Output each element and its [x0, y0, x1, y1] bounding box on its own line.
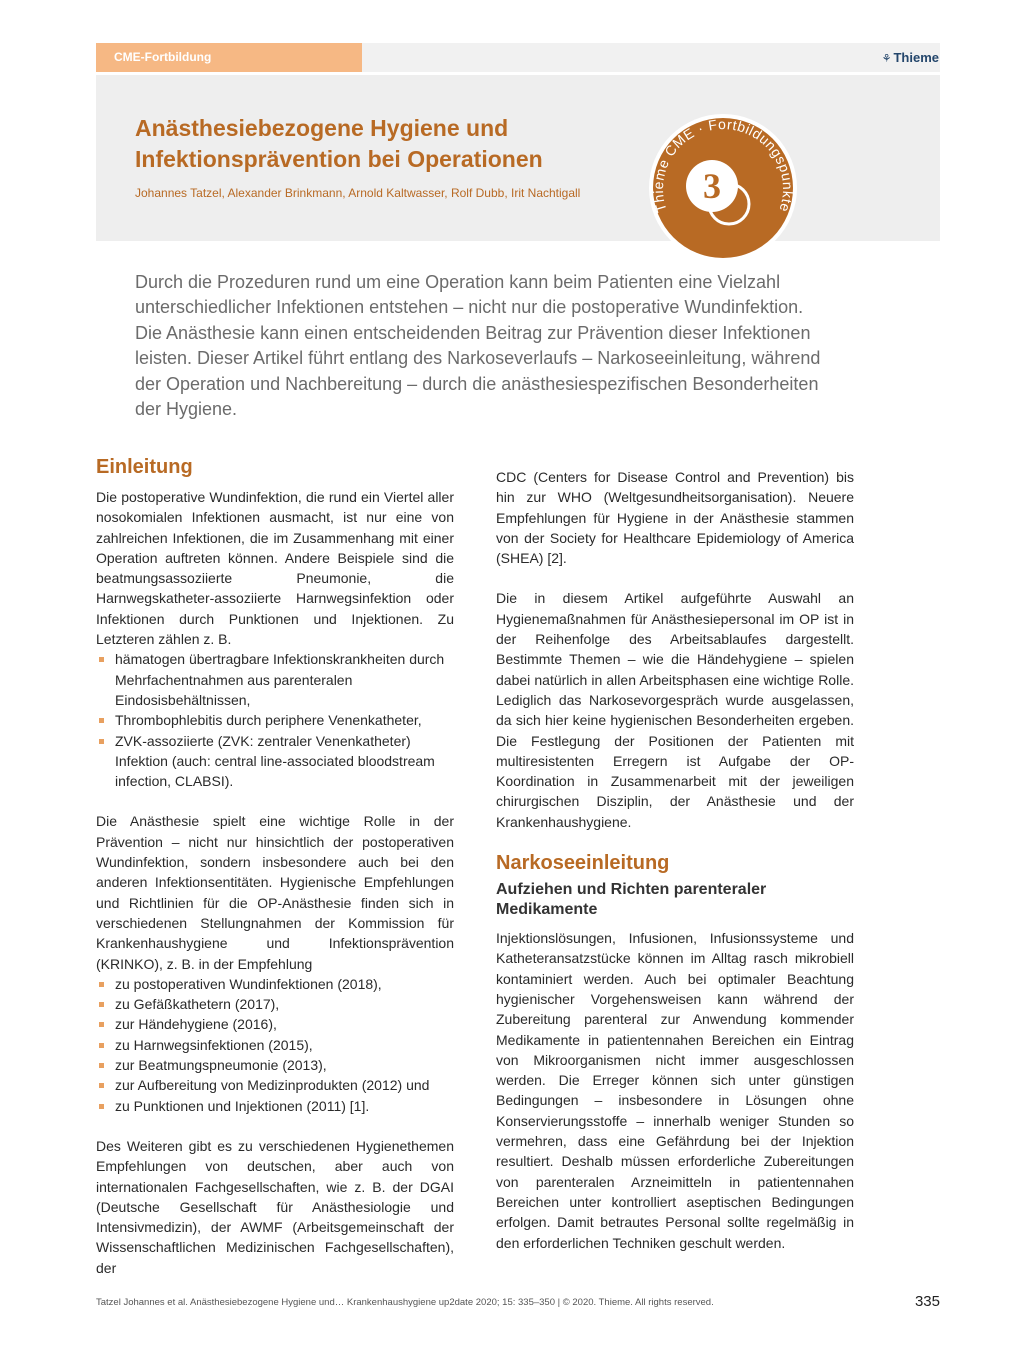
- badge-ring-textpath: Thieme CME · Fortbildungspunkte: [649, 115, 797, 215]
- badge-points: 3: [703, 166, 721, 206]
- list-item: Thrombophlebitis durch periphere Venenkatheter,: [96, 710, 454, 730]
- list-item: zur Beatmungspneumonie (2013),: [96, 1055, 454, 1075]
- left-column: [96, 454, 454, 1278]
- krinko-recommendations-list: [96, 974, 454, 1116]
- publisher-logo[interactable]: [882, 43, 939, 72]
- paragraph: Die Anästhesie spielt eine wichtige Rolle in der Prävention – nicht nur hinsichtlich der postoperativen Wundinfektion, sondern insbesondere auch bei den anderen Infektionsentitäten. Hygienische Empfehlungen und Richtlinien für die OP-Anästhesie finden sich in verschiedenen Stellungnahmen der Kommission für Krankenhaushygiene und Infektionsprävention (KRINKO), z. B. in der Empfehlung: [96, 813, 454, 972]
- list-item: zur Aufbereitung von Medizinprodukten (2012) und: [96, 1075, 454, 1095]
- list-item: zu Harnwegsinfektionen (2015),: [96, 1035, 454, 1055]
- list-item: zu postoperativen Wundinfektionen (2018),: [96, 974, 454, 994]
- list-item: ZVK-assoziierte (ZVK: zentraler Venenkatheter) Infektion (auch: central line-associated bloodstream infection, CLABSI).: [96, 731, 454, 792]
- cme-badge-graphic: [649, 114, 797, 262]
- paragraph: Injektionslösungen, Infusionen, Infusionssysteme und Katheteransatzstücke können im Alltag rasch mikrobiell kontaminiert werden. Auch bei optimaler Beachtung hygienischer Vorgehensweisen kann während der Zubereitung parenteral zur Anwendung kommender Medikamente in patientennahen Bereichen ein Eintrag von Mikroorganismen nicht immer ausgeschlossen werden. Die Erreger können sich unter günstigen Bedingungen – insbesondere in Lösungen ohne Konservierungsstoffe – innerhalb weniger Stunden so vermehren, dass eine Gefährdung bei der Injektion resultiert. Deshalb müssen erforderliche Zubereitungen von parenteralen Arzneimitteln in patientennahen Bereichen unter kontrolliert aseptischen Bedingungen erfolgen. Damit betrautes Personal sollte regelmäßig in den erforderlichen Techniken geschult werden.: [496, 930, 854, 1251]
- list-item: zur Händehygiene (2016),: [96, 1014, 454, 1034]
- heading-narkoseeinleitung: Narkoseeinleitung: [496, 852, 670, 875]
- cme-points-badge: [649, 114, 797, 262]
- list-item: zu Gefäßkathetern (2017),: [96, 994, 454, 1014]
- footer-citation: Tatzel Johannes et al. Anästhesiebezogene Hygiene und… Krankenhaushygiene up2date 2020; 15: 335–350 | © 2020. Thieme. All rights reserved.: [96, 1297, 714, 1308]
- cme-tag: CME-Fortbildung: [96, 43, 362, 72]
- subheading-medikamente: Aufziehen und Richten parenteraler Medikamente: [496, 881, 767, 919]
- title-line-2: Infektionsprävention bei Operationen: [135, 146, 543, 172]
- thieme-logo-icon: ⚘: [881, 53, 892, 65]
- list-item: hämatogen übertragbare Infektionskrankheiten durch Mehrfachentnahmen aus parenteralen Eindosisbehältnissen,: [96, 649, 454, 710]
- paragraph: Die postoperative Wundinfektion, die rund ein Viertel aller nosokomialen Infektionen ausmacht, ist nur eine von zahlreichen Infektionen, die im Zusammenhang mit einer Operation auftreten können. Andere Beispiele sind die beatmungsassoziierte Pneumonie, die Harnwegskatheter-assoziierte Harnwegsinfektion oder Infektionen durch Punktionen und Injektionen. Zu Letzteren zählen z. B.: [96, 489, 454, 648]
- right-column: [496, 467, 854, 1253]
- paragraph: Die in diesem Artikel aufgeführte Auswahl an Hygienemaßnahmen für Anästhesiepersonal im OP ist in der Reihenfolge des Arbeitsablaufes dargestellt. Bestimmte Themen – wie die Händehygiene – spielen dabei natürlich in allen Arbeitsphasen eine wichtige Rolle. Lediglich das Narkosevorgespräch wurde ausgelassen, da sich hier keine hygienischen Besonderheiten ergeben. Die Festlegung der Positionen der Patienten mit multiresistenten Erregern ist Aufgabe der OP-Koordination in Zusammenarbeit mit der jeweiligen chirurgischen Disziplin, der Anästhesie und der Krankenhaushygiene.: [496, 590, 854, 830]
- paragraph: Des Weiteren gibt es zu verschiedenen Hygienethemen Empfehlungen von deutschen, aber auch von internationalen Fachgesellschaften, wie z. B. der DGAI (Deutsche Gesellschaft für Anästhesiologie und Intensivmedizin), der AWMF (Arbeitsgemeinschaft der Wissenschaftlichen Medizinischen Fachgesellschaften), der: [96, 1137, 454, 1276]
- page-number: 335: [914, 1293, 940, 1310]
- publisher-name: Thieme: [893, 50, 939, 65]
- list-item: zu Punktionen und Injektionen (2011) [1].: [96, 1096, 454, 1116]
- author-list: Johannes Tatzel, Alexander Brinkmann, Arnold Kaltwasser, Rolf Dubb, Irit Nachtigall: [135, 186, 581, 200]
- abstract: Durch die Prozeduren rund um eine Operation kann beim Patienten eine Vielzahl unterschiedlicher Infektionen entstehen – nicht nur die postoperative Wundinfektion. Die Anästhesie kann einen entscheidenden Beitrag zur Prävention dieser Infektionen leisten. Dieser Artikel führt entlang des Narkoseverlaufs – Narkoseeinleitung, während der Operation und Nachbereitung – durch die anästhesiespezifischen Besonderheiten der Hygiene.: [135, 272, 821, 420]
- paragraph: CDC (Centers for Disease Control and Prevention) bis hin zur WHO (Weltgesundheitsorganisation). Neuere Empfehlungen für Hygiene in der Anästhesie stammen von der Society for Healthcare Epidemiology of America (SHEA) [2].: [496, 469, 854, 567]
- infection-examples-list: [96, 649, 454, 791]
- heading-einleitung: Einleitung: [96, 456, 193, 478]
- title-line-1: Anästhesiebezogene Hygiene und: [135, 115, 509, 141]
- article-title: [135, 113, 625, 175]
